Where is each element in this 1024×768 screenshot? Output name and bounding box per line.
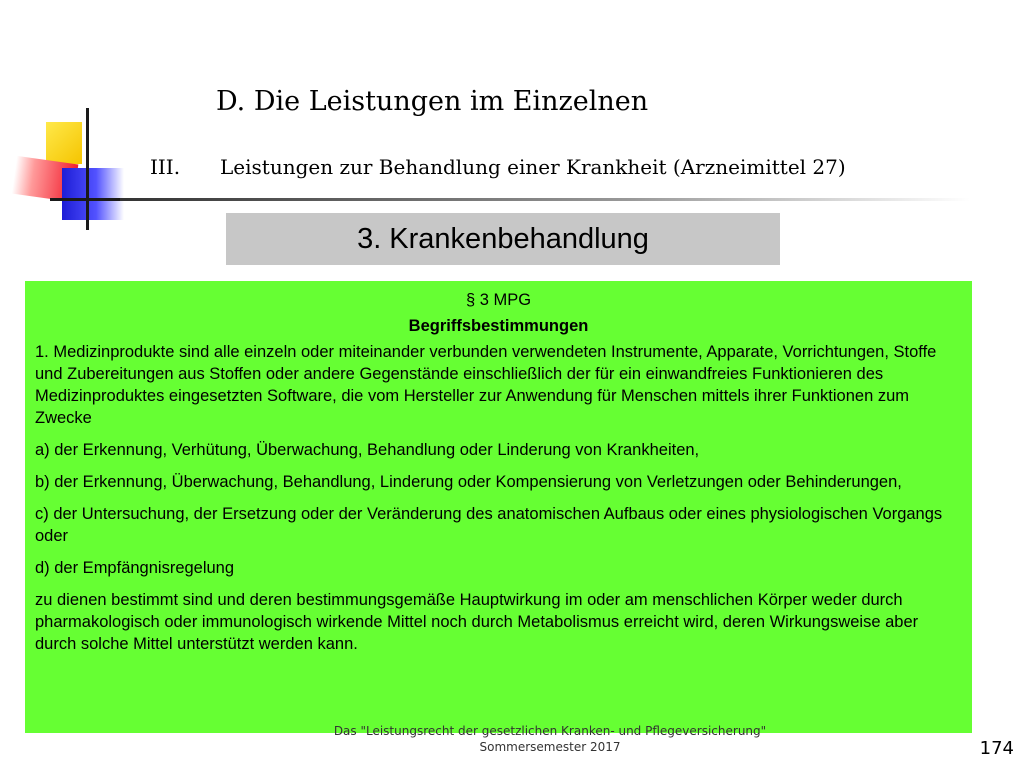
slide-subtitle	[150, 155, 846, 179]
legal-paragraph-b: b) der Erkennung, Überwachung, Behandlung, Linderung oder Kompensierung von Verletzungen oder Behinderungen,	[35, 473, 902, 491]
logo-yellow-square	[46, 122, 82, 164]
legal-paragraph-a: a) der Erkennung, Verhütung, Überwachung, Behandlung oder Linderung von Krankheiten,	[35, 441, 700, 459]
legal-paragraph-final: zu dienen bestimmt sind und deren bestimmungsgemäße Hauptwirkung im oder am menschlichen Körper weder durch pharmakologisch oder immunologisch wirkende Mittel noch durch Metabolismus erreicht wird, deren Wirkungsweise aber durch solche Mittel unterstützt werden kann.	[35, 591, 919, 653]
slide-title: D. Die Leistungen im Einzelnen	[216, 86, 649, 117]
subtitle-number: III.	[150, 155, 181, 179]
logo-blue-square	[62, 168, 124, 220]
slide-footer	[300, 723, 800, 755]
page-number: 174	[979, 738, 1014, 759]
legal-paragraph-c: c) der Untersuchung, der Ersetzung oder der Veränderung des anatomischen Aufbaus oder eines physiologischen Vorgangs oder	[35, 505, 943, 545]
slide-logo	[0, 100, 150, 240]
section-heading: 3. Krankenbehandlung	[226, 213, 780, 265]
footer-semester: Sommersemester 2017	[479, 740, 621, 754]
legal-heading: Begriffsbestimmungen	[408, 317, 589, 335]
logo-vertical-line	[86, 108, 89, 230]
legal-section: § 3 MPG	[465, 291, 532, 309]
legal-paragraph-d: d) der Empfängnisregelung	[35, 559, 235, 577]
legal-text-box	[25, 281, 972, 733]
legal-paragraph-1: 1. Medizinprodukte sind alle einzeln oder miteinander verbunden verwendeten Instrumente, Apparate, Vorrichtungen, Stoffe und Zubereitungen aus Stoffen oder andere Gegenstände einschließlich der für ein einwandfreies Funktionieren des Medizinproduktes eingesetzten Software, die vom Hersteller zur Anwendung für Menschen mittels ihrer Funktionen zum Zwecke	[35, 343, 937, 427]
subtitle-text: Leistungen zur Behandlung einer Krankheit (Arzneimittel 27)	[220, 155, 846, 179]
title-rule	[120, 198, 970, 201]
footer-course: Das "Leistungsrecht der gesetzlichen Kranken- und Pflegeversicherung"	[333, 724, 767, 738]
